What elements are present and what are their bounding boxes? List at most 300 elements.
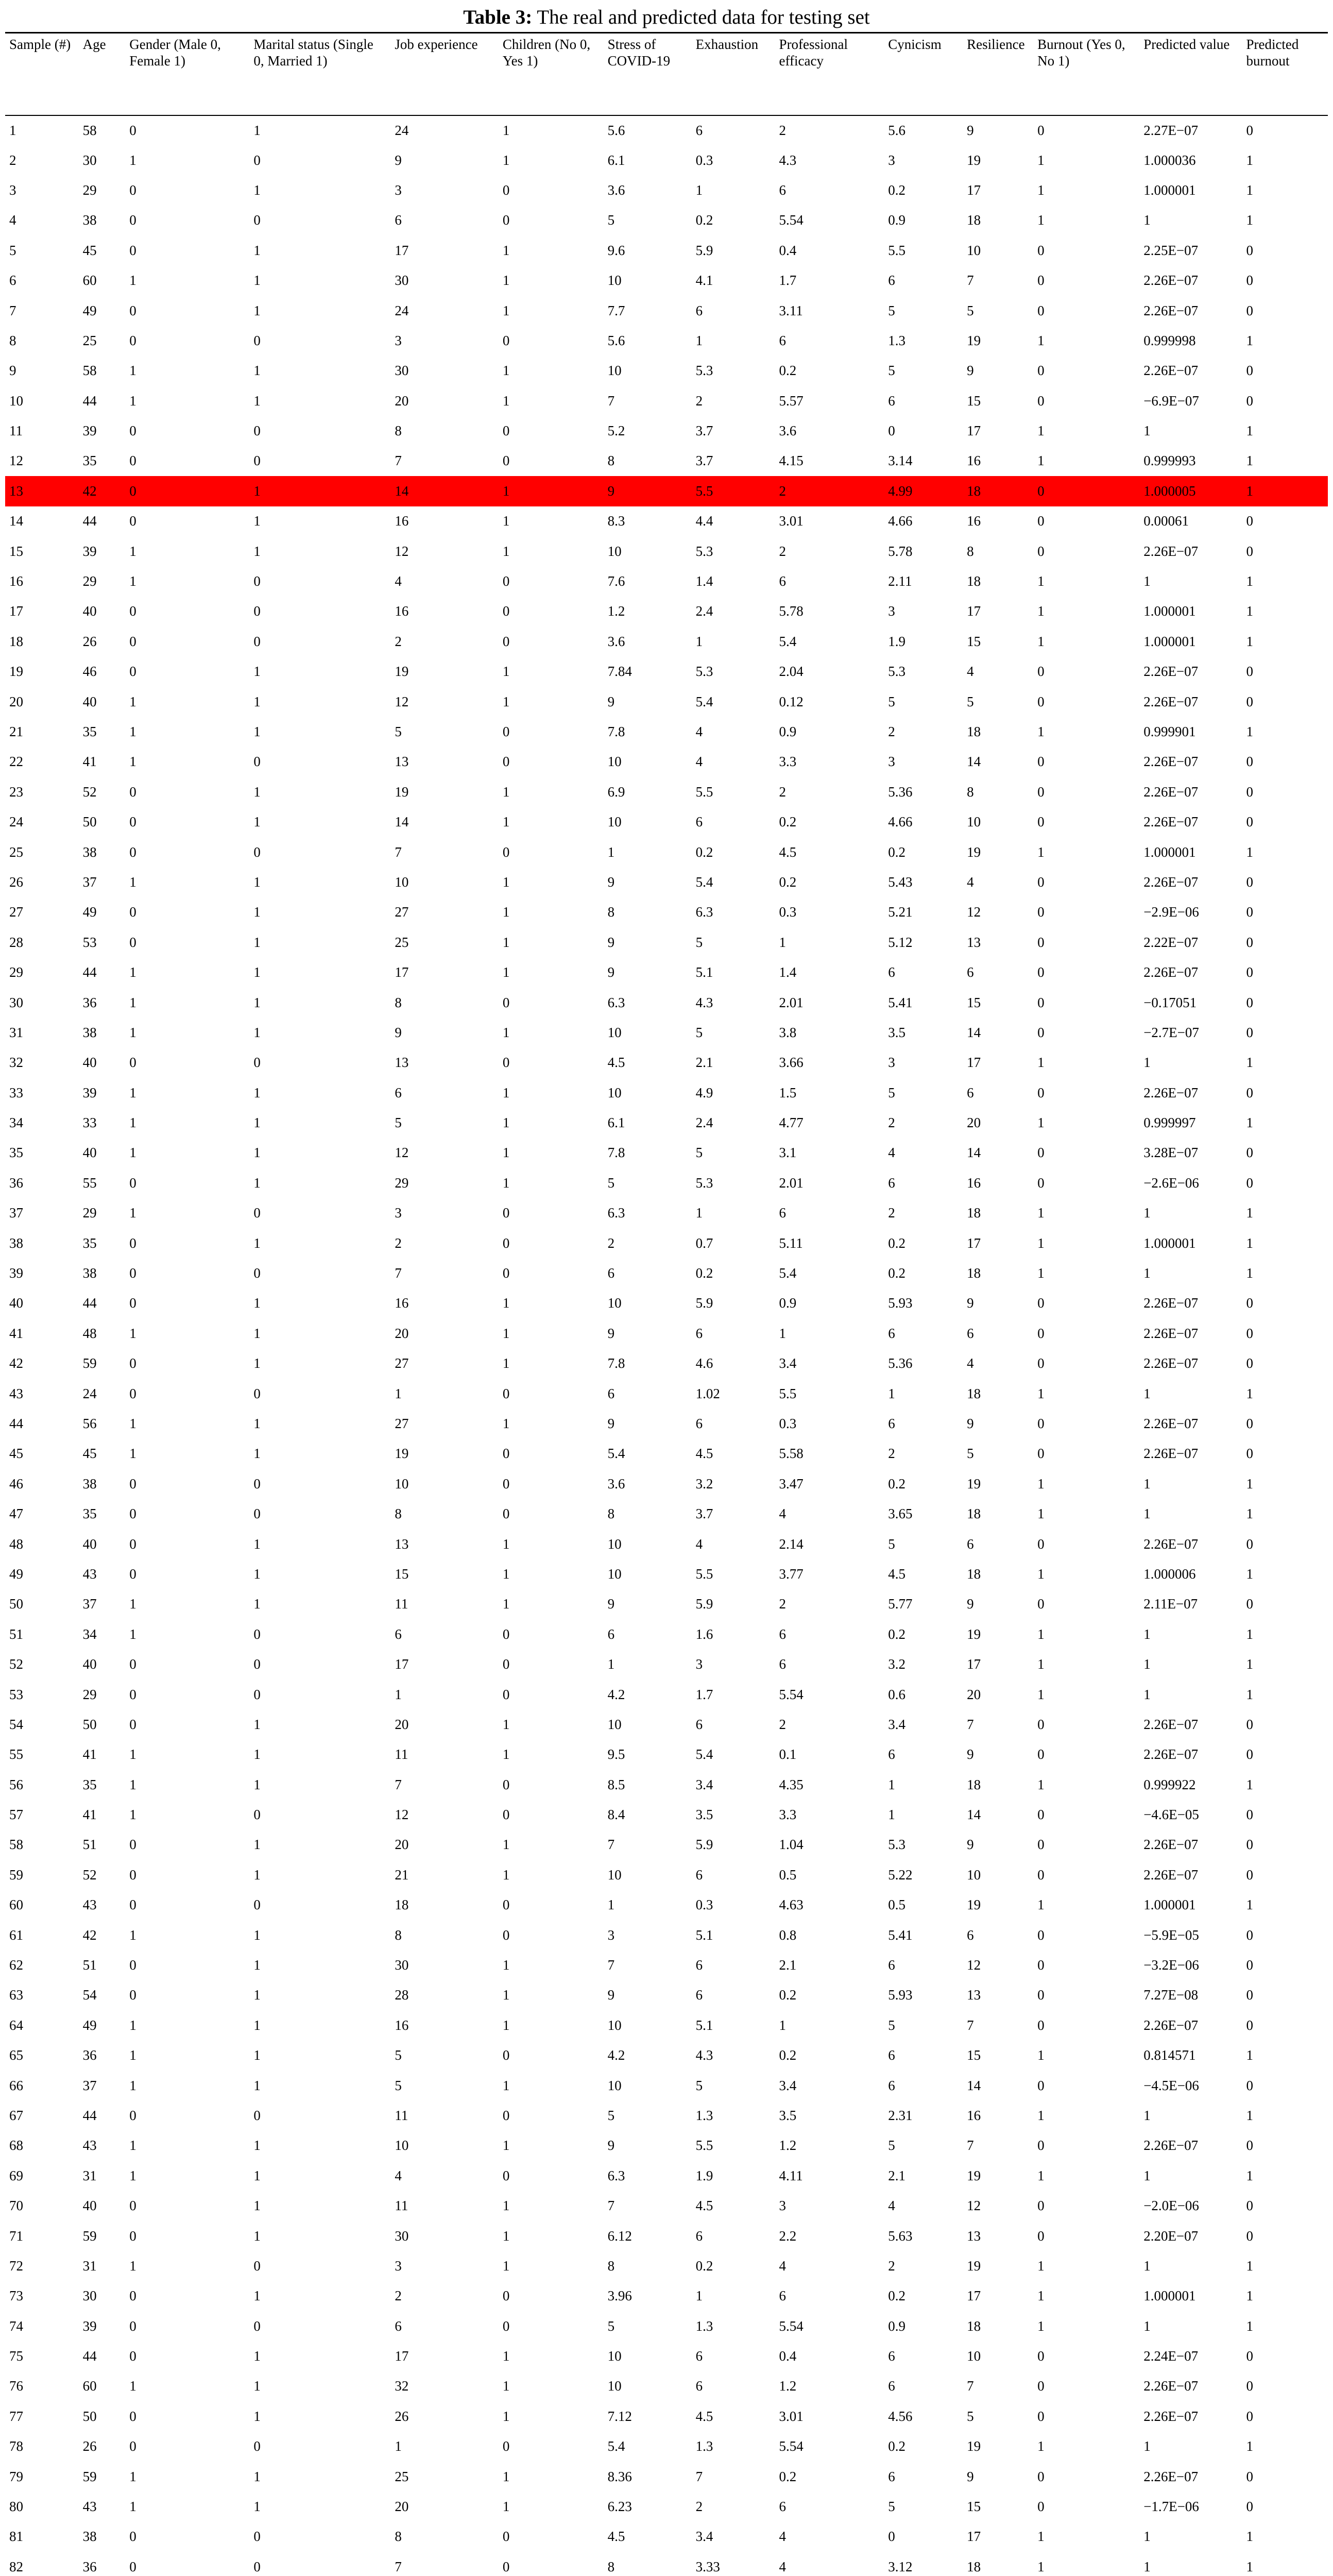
table-cell: 9.5 [607, 1747, 625, 1762]
table-cell: 4.5 [607, 1055, 625, 1071]
table-cell: 6 [888, 1325, 895, 1341]
table-cell: 39 [82, 543, 97, 559]
table-cell: 1 [129, 1776, 136, 1792]
table-cell: 1 [129, 1115, 136, 1131]
table-cell: 6.3 [607, 2167, 625, 2183]
table-cell: 4 [695, 1536, 703, 1552]
table-cell: 0 [502, 1506, 510, 1522]
table-cell: 9 [607, 934, 615, 950]
table-cell: 54 [9, 1716, 23, 1732]
table-cell: 5.4 [695, 1747, 713, 1762]
column-header: Children (No 0, Yes 1) [499, 33, 604, 115]
table-cell: 17 [9, 603, 23, 619]
table-cell: 0 [253, 212, 261, 228]
table-cell: 0 [502, 332, 510, 348]
table-row [5, 687, 1328, 717]
table-row [5, 1559, 1328, 1589]
table-cell: 0 [1037, 1175, 1045, 1191]
table-cell: 6 [888, 2378, 895, 2394]
table-cell: 0.999922 [1143, 1776, 1196, 1792]
table-cell: 1 [129, 1205, 136, 1221]
table-cell: 1 [1037, 2288, 1045, 2304]
table-cell: 29 [82, 573, 97, 589]
table-cell: 0 [502, 754, 510, 770]
table-cell: 7.8 [607, 1355, 625, 1371]
table-row [5, 235, 1328, 265]
table-cell: 0.8 [779, 1927, 797, 1943]
table-row [5, 777, 1328, 807]
table-cell: 6.9 [607, 784, 625, 800]
table-cell: 1 [129, 724, 136, 739]
table-cell: 0 [1037, 2017, 1045, 2033]
table-cell: 5 [395, 2077, 402, 2093]
table-cell: 9 [967, 122, 974, 138]
table-cell: 1 [1246, 182, 1253, 198]
table-cell: 3.12 [888, 2558, 913, 2574]
table-cell: 2.25E−07 [1143, 242, 1199, 258]
table-cell: 38 [82, 1024, 97, 1040]
table-cell: 0 [1037, 1837, 1045, 1853]
table-cell: 15 [967, 2499, 981, 2515]
table-cell: 5 [967, 302, 974, 318]
table-row [5, 2432, 1328, 2462]
table-cell: 4.9 [695, 1084, 713, 1100]
table-cell: 1 [502, 1747, 510, 1762]
table-row [5, 1258, 1328, 1288]
table-cell: 1 [253, 273, 261, 289]
table-cell: 1 [1246, 2438, 1253, 2454]
table-cell: 0 [1037, 994, 1045, 1010]
table-cell: 5 [888, 363, 895, 379]
table-cell: 17 [395, 242, 409, 258]
table-cell: 5.22 [888, 1867, 913, 1883]
table-cell: 68 [9, 2138, 23, 2154]
table-cell: 0 [253, 2258, 261, 2274]
table-cell: 2.4 [695, 603, 713, 619]
table-cell: 0 [1246, 363, 1253, 379]
table-cell: 0 [1037, 1867, 1045, 1883]
table-cell: 17 [967, 1656, 981, 1672]
table-cell: 0 [129, 1686, 136, 1702]
table-cell: 9 [395, 152, 402, 168]
table-cell: 60 [9, 1897, 23, 1913]
table-cell: 31 [9, 1024, 23, 1040]
table-cell: 8 [607, 1506, 615, 1522]
table-cell: 0.00061 [1143, 513, 1189, 529]
table-cell: 8 [395, 423, 402, 439]
table-cell: 1 [1246, 2167, 1253, 2183]
table-cell: 1 [253, 1566, 261, 1582]
table-row [5, 2041, 1328, 2071]
table-cell: 35 [82, 1776, 97, 1792]
table-cell: 0 [253, 1265, 261, 1281]
table-cell: 7.84 [607, 664, 632, 680]
table-cell: 60 [82, 2378, 97, 2394]
table-cell: 8 [9, 332, 16, 348]
table-cell: 25 [395, 934, 409, 950]
table-cell: 64 [9, 2017, 23, 2033]
table-cell: 41 [9, 1325, 23, 1341]
table-cell: 0 [1246, 874, 1253, 890]
table-cell: 1 [1143, 1656, 1151, 1672]
table-cell: 0 [1037, 242, 1045, 258]
table-cell: 1 [253, 302, 261, 318]
table-row [5, 1740, 1328, 1770]
table-cell: 29 [82, 182, 97, 198]
table-cell: 10 [607, 363, 622, 379]
table-cell: 1 [1246, 423, 1253, 439]
table-cell: 65 [9, 2047, 23, 2063]
table-cell: 5.41 [888, 994, 913, 1010]
table-cell: 1 [1246, 2558, 1253, 2574]
table-cell: 3 [395, 2258, 402, 2274]
table-cell: 9 [607, 693, 615, 709]
table-row [5, 1830, 1328, 1860]
table-cell: 0 [1246, 1084, 1253, 1100]
table-cell: 40 [82, 2198, 97, 2214]
table-cell: 1 [253, 2138, 261, 2154]
table-cell: 5 [888, 302, 895, 318]
table-cell: 0.814571 [1143, 2047, 1196, 2063]
table-cell: 0 [253, 633, 261, 649]
table-cell: 0 [1037, 2408, 1045, 2424]
table-cell: 4.5 [695, 2198, 713, 2214]
table-cell: 50 [82, 1716, 97, 1732]
table-cell: 0 [1037, 1024, 1045, 1040]
table-cell: 0 [1037, 2499, 1045, 2515]
table-cell: 43 [9, 1385, 23, 1401]
table-cell: 27 [9, 904, 23, 920]
table-cell: 28 [395, 1987, 409, 2003]
table-cell: 0 [253, 2558, 261, 2574]
table-cell: 49 [9, 1566, 23, 1582]
table-cell: 18 [967, 2558, 981, 2574]
table-cell: 1 [129, 152, 136, 168]
table-cell: 0 [1037, 1747, 1045, 1762]
table-cell: 1 [1246, 453, 1253, 469]
table-cell: 0 [1037, 513, 1045, 529]
table-cell: 7 [395, 2558, 402, 2574]
table-cell: 1 [1037, 1055, 1045, 1071]
table-cell: 1 [395, 2438, 402, 2454]
table-cell: 1 [253, 1415, 261, 1431]
table-cell: 1 [1143, 573, 1151, 589]
table-cell: 0 [1246, 1446, 1253, 1462]
table-cell: 5 [967, 693, 974, 709]
table-cell: 19 [967, 152, 981, 168]
table-cell: 1 [502, 2348, 510, 2364]
table-cell: 3.4 [779, 2077, 797, 2093]
table-cell: 0.3 [779, 1415, 797, 1431]
table-cell: 2.26E−07 [1143, 874, 1199, 890]
table-cell: 0 [502, 1927, 510, 1943]
table-cell: 1 [1037, 423, 1045, 439]
table-cell: 1 [1246, 1385, 1253, 1401]
table-cell: 1 [502, 483, 510, 499]
table-cell: 16 [395, 513, 409, 529]
table-cell: 1 [253, 994, 261, 1010]
table-cell: 42 [82, 1927, 97, 1943]
table-cell: 1 [695, 1205, 703, 1221]
table-cell: 0 [129, 2288, 136, 2304]
table-cell: 5.78 [779, 603, 804, 619]
table-cell: 0 [1037, 904, 1045, 920]
table-cell: 15 [967, 633, 981, 649]
table-cell: 0 [129, 844, 136, 860]
table-cell: 2 [607, 1235, 615, 1251]
table-cell: 4 [888, 2198, 895, 2214]
table-cell: 2 [888, 2258, 895, 2274]
table-cell: 1 [1143, 2529, 1151, 2545]
table-cell: 8 [967, 784, 974, 800]
table-row [5, 2341, 1328, 2371]
table-cell: 0 [1246, 2138, 1253, 2154]
table-cell: 1 [1143, 2258, 1151, 2274]
table-cell: 1 [1246, 152, 1253, 168]
table-cell: 6 [888, 2348, 895, 2364]
table-cell: 41 [82, 1807, 97, 1823]
column-header: Predicted value [1139, 33, 1242, 115]
table-cell: 9 [607, 2138, 615, 2154]
table-cell: 7.12 [607, 2408, 632, 2424]
table-cell: 4.63 [779, 1897, 804, 1913]
table-cell: 1 [253, 2228, 261, 2244]
table-cell: 19 [967, 2258, 981, 2274]
table-cell: 5.4 [695, 693, 713, 709]
table-cell: 15 [967, 2047, 981, 2063]
table-row [5, 1469, 1328, 1499]
column-header: Cynicism [884, 33, 963, 115]
table-cell: 2.26E−07 [1143, 2378, 1199, 2394]
table-cell: 14 [967, 1024, 981, 1040]
table-cell: 1 [1143, 2318, 1151, 2334]
table-cell: 17 [967, 182, 981, 198]
table-cell: 16 [967, 513, 981, 529]
table-cell: 19 [967, 1476, 981, 1492]
table-cell: 62 [9, 1957, 23, 1973]
table-cell: 9 [607, 874, 615, 890]
table-cell: 1 [253, 964, 261, 980]
table-cell: 5.4 [607, 2438, 625, 2454]
table-cell: 38 [82, 1265, 97, 1281]
table-cell: 0 [1037, 1145, 1045, 1161]
table-cell: 9.6 [607, 242, 625, 258]
table-cell: 6 [779, 182, 787, 198]
table-cell: 29 [395, 1175, 409, 1191]
table-cell: 0.2 [888, 1235, 906, 1251]
table-cell: 0 [502, 1205, 510, 1221]
table-row [5, 386, 1328, 416]
table-cell: 27 [395, 904, 409, 920]
table-row [5, 2071, 1328, 2100]
table-cell: 25 [82, 332, 97, 348]
table-cell: 1 [1037, 1385, 1045, 1401]
table-cell: 7 [607, 1957, 615, 1973]
table-row [5, 626, 1328, 656]
table-cell: 0 [1037, 784, 1045, 800]
table-cell: 7.27E−08 [1143, 1987, 1199, 2003]
table-cell: 2.26E−07 [1143, 814, 1199, 830]
table-cell: 0 [502, 633, 510, 649]
table-cell: 0 [1037, 2348, 1045, 2364]
table-cell: 0.2 [779, 363, 797, 379]
table-cell: 0.3 [695, 152, 713, 168]
table-cell: 0.999998 [1143, 332, 1196, 348]
table-cell: 19 [395, 664, 409, 680]
table-cell: 1 [253, 1084, 261, 1100]
table-cell: 1.04 [779, 1837, 804, 1853]
table-cell: 10 [967, 242, 981, 258]
table-cell: 1 [607, 844, 615, 860]
table-row [5, 988, 1328, 1018]
table-cell: 10 [607, 814, 622, 830]
table-cell: 2.26E−07 [1143, 1355, 1199, 1371]
table-cell: 1 [779, 1325, 787, 1341]
table-cell: 8 [395, 1506, 402, 1522]
table-cell: 1 [1246, 1686, 1253, 1702]
table-cell: 1 [1037, 633, 1045, 649]
table-cell: 3.6 [607, 182, 625, 198]
table-cell: 1 [1143, 1265, 1151, 1281]
table-cell: 2.26E−07 [1143, 1415, 1199, 1431]
table-cell: 5.54 [779, 212, 804, 228]
table-cell: 2.26E−07 [1143, 1295, 1199, 1311]
table-cell: 5 [888, 2499, 895, 2515]
table-cell: 35 [82, 1235, 97, 1251]
table-cell: 10 [607, 1536, 622, 1552]
table-cell: 5.21 [888, 904, 913, 920]
table-cell: 1 [502, 1837, 510, 1853]
table-cell: 17 [395, 2348, 409, 2364]
table-cell: 5.43 [888, 874, 913, 890]
table-cell: 22 [9, 754, 23, 770]
table-cell: 2.26E−07 [1143, 273, 1199, 289]
table-cell: 0 [253, 1205, 261, 1221]
table-cell: 1 [1143, 1385, 1151, 1401]
table-cell: 30 [9, 994, 23, 1010]
table-cell: 5.12 [888, 934, 913, 950]
table-cell: 4 [395, 2167, 402, 2183]
table-cell: 1 [502, 814, 510, 830]
table-cell: 0 [129, 2198, 136, 2214]
table-cell: 6 [607, 1265, 615, 1281]
table-cell: 0 [502, 2529, 510, 2545]
table-cell: 2 [779, 483, 787, 499]
table-cell: 6 [779, 573, 787, 589]
table-cell: 37 [82, 874, 97, 890]
table-cell: 1 [1143, 423, 1151, 439]
table-cell: 4.5 [695, 1446, 713, 1462]
table-row [5, 897, 1328, 927]
table-cell: 2.26E−07 [1143, 1325, 1199, 1341]
table-body [5, 115, 1328, 2576]
table-row [5, 2010, 1328, 2040]
table-cell: 1 [1246, 1055, 1253, 1071]
table-cell: 40 [82, 1656, 97, 1672]
table-cell: 0.2 [888, 1626, 906, 1642]
table-cell: 5.3 [695, 1175, 713, 1191]
table-cell: 0 [502, 2107, 510, 2123]
table-cell: 6 [695, 814, 703, 830]
table-cell: 6.3 [695, 904, 713, 920]
table-cell: 6 [888, 2468, 895, 2484]
table-cell: 0 [1246, 2348, 1253, 2364]
table-cell: 6 [888, 273, 895, 289]
table-cell: 44 [82, 2348, 97, 2364]
table-cell: 1 [502, 1957, 510, 1973]
table-cell: 0.2 [888, 1265, 906, 1281]
table-cell: 0 [253, 2107, 261, 2123]
table-cell: 1.000006 [1143, 1566, 1196, 1582]
table-cell: 0 [1037, 814, 1045, 830]
table-cell: 0.2 [695, 1265, 713, 1281]
table-cell: 0 [502, 603, 510, 619]
table-cell: 37 [82, 2077, 97, 2093]
table-row [5, 2522, 1328, 2552]
table-cell: 1 [1143, 1626, 1151, 1642]
table-cell: 40 [82, 1536, 97, 1552]
table-cell: 6 [695, 302, 703, 318]
table-cell: 44 [9, 1415, 23, 1431]
table-cell: 5.54 [779, 2318, 804, 2334]
table-cell: 46 [9, 1476, 23, 1492]
table-cell: 58 [82, 122, 97, 138]
table-cell: 3.5 [888, 1024, 906, 1040]
table-cell: 36 [82, 2047, 97, 2063]
table-cell: 7 [395, 1776, 402, 1792]
table-cell: 1 [253, 2047, 261, 2063]
table-cell: 5 [967, 2408, 974, 2424]
table-cell: 52 [82, 784, 97, 800]
table-cell: 50 [9, 1596, 23, 1612]
table-cell: 2.26E−07 [1143, 2017, 1199, 2033]
table-cell: 2.20E−07 [1143, 2228, 1199, 2244]
table-cell: 5.3 [888, 664, 906, 680]
table-cell: 0 [129, 423, 136, 439]
table-cell: 18 [967, 483, 981, 499]
table-cell: 10 [607, 2017, 622, 2033]
table-cell: 0 [129, 1957, 136, 1973]
table-cell: 4.3 [695, 2047, 713, 2063]
table-cell: 0.999901 [1143, 724, 1196, 739]
table-cell: 1 [695, 2288, 703, 2304]
table-cell: 4.5 [695, 2408, 713, 2424]
table-row [5, 1499, 1328, 1529]
table-cell: 1 [502, 784, 510, 800]
table-cell: 40 [82, 603, 97, 619]
table-cell: 1 [1037, 1686, 1045, 1702]
table-cell: 4 [695, 754, 703, 770]
table-cell: 1 [253, 1145, 261, 1161]
table-cell: 5.36 [888, 1355, 913, 1371]
table-cell: 2 [888, 1446, 895, 1462]
table-cell: 1 [1246, 483, 1253, 499]
column-header: Predicted burnout [1242, 33, 1328, 115]
table-cell: 1 [1037, 573, 1045, 589]
table-cell: 1 [129, 2047, 136, 2063]
table-cell: 1 [253, 784, 261, 800]
table-cell: 6 [967, 1325, 974, 1341]
table-cell: 9 [9, 363, 16, 379]
table-cell: 1 [502, 874, 510, 890]
table-cell: 1.02 [695, 1385, 720, 1401]
table-cell: 38 [82, 844, 97, 860]
table-row [5, 1318, 1328, 1348]
table-cell: 8.36 [607, 2468, 632, 2484]
table-cell: 43 [82, 2499, 97, 2515]
table-cell: 1 [253, 1776, 261, 1792]
table-cell: 24 [9, 814, 23, 830]
